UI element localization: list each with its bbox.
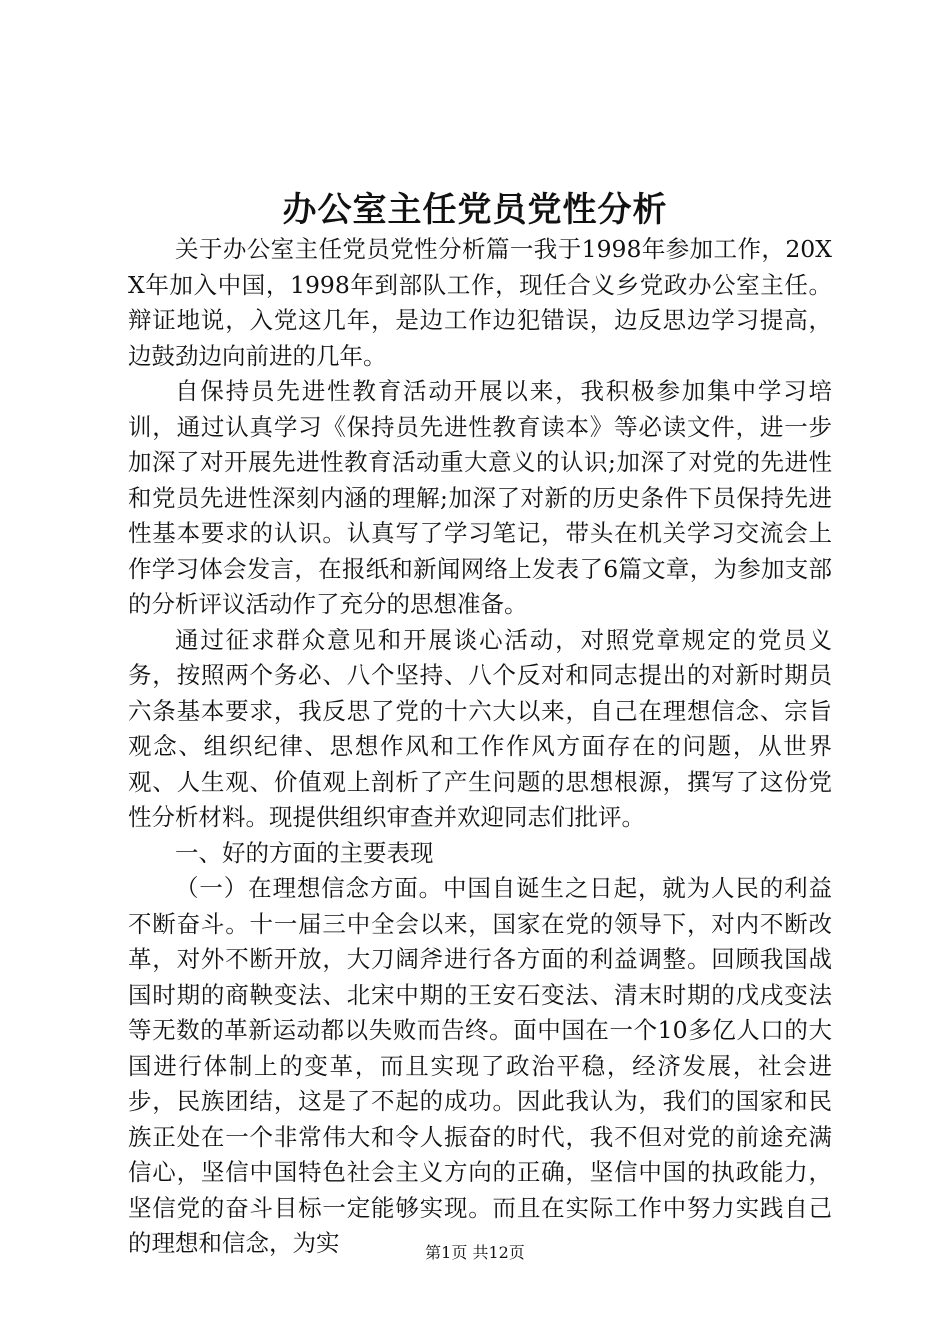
section-heading: 一、好的方面的主要表现 bbox=[175, 838, 434, 867]
paragraph-reflection: 通过征求群众意见和开展谈心活动，对照党章规定的党员义务，按照两个务必、八个坚持、八个反对和同志提出的对新时期员六条基本要求，我反思了党的十六大以来，自己在理想信念、宗旨观念、组织纪律、思想作风和工作作风方面存在的问题，从世界观、人生观、价值观上剖析了产生问题的思想根源，撰写了这份党性分析材料。现提供组织审查并欢迎同志们批评。 bbox=[128, 625, 832, 831]
paragraph-intro: 关于办公室主任党员党性分析篇一我于1998年参加工作，20XX年加入中国，1998年到部队工作，现任合义乡党政办公室主任。辩证地说，入党这几年，是边工作边犯错误，边反思边学习提高，边鼓劲边向前进的几年。 bbox=[128, 235, 832, 370]
page-footer: 第1页 共12页 bbox=[425, 1243, 525, 1262]
document-body bbox=[128, 232, 832, 1262]
document-title: 办公室主任党员党性分析 bbox=[282, 190, 668, 230]
paragraph-ideals: （一）在理想信念方面。中国自诞生之日起，就为人民的利益不断奋斗。十一届三中全会以来，国家在党的领导下，对内不断改革，对外不断开放，大刀阔斧进行各方面的利益调整。回顾我国战国时期的商鞅变法、北宋中期的王安石变法、清末时期的戊戌变法等无数的革新运动都以失败而告终。面中国在一个10多亿人口的大国进行体制上的变革，而且实现了政治平稳，经济发展，社会进步，民族团结，这是了不起的成功。因此我认为，我们的国家和民族正处在一个非常伟大和令人振奋的时代，我不但对党的前途充满信心，坚信中国特色社会主义方向的正确，坚信中国的执政能力，坚信党的奋斗目标一定能够实现。而且在实际工作中努力实践自己的理想和信念，为实 bbox=[128, 874, 832, 1257]
paragraph-study: 自保持员先进性教育活动开展以来，我积极参加集中学习培训，通过认真学习《保持员先进性教育读本》等必读文件，进一步加深了对开展先进性教育活动重大意义的认识;加深了对党的先进性和党员先进性深刻内涵的理解;加深了对新的历史条件下员保持先进性基本要求的认识。认真写了学习笔记，带头在机关学习交流会上作学习体会发言，在报纸和新闻网络上发表了6篇文章，为参加支部的分析评议活动作了充分的思想准备。 bbox=[128, 377, 832, 618]
